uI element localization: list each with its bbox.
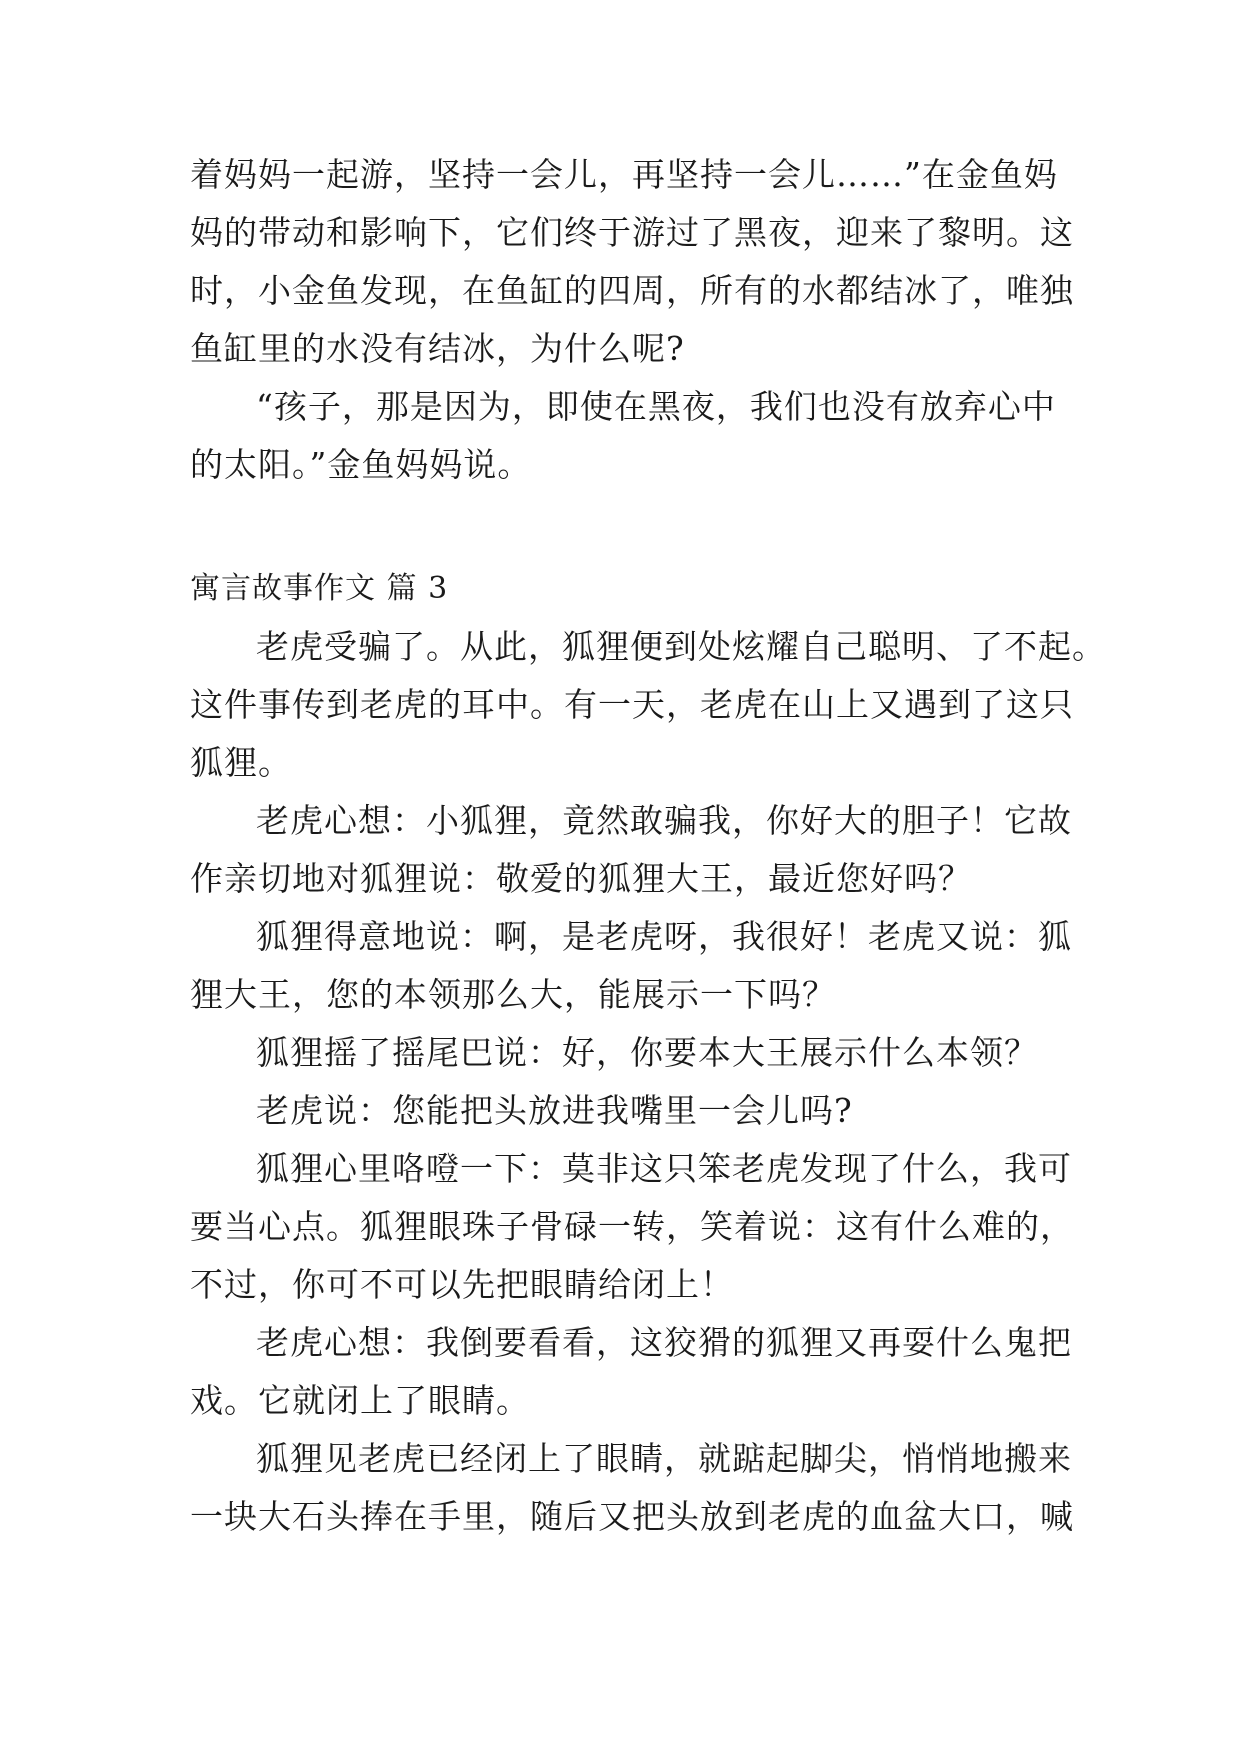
paragraph-line: 要当心点。狐狸眼珠子骨碌一转，笑着说：这有什么难的， — [190, 1207, 1074, 1246]
paragraph-line: 戏。它就闭上了眼睛。 — [190, 1381, 530, 1420]
paragraph-line: 着妈妈一起游，坚持一会儿，再坚持一会儿……”在金鱼妈 — [190, 155, 1058, 194]
intro-paragraphs — [190, 146, 1074, 494]
section-heading: 寓言故事作文 篇 3 — [190, 571, 449, 606]
paragraph-line: 老虎说：您能把头放进我嘴里一会儿吗? — [256, 1091, 853, 1130]
paragraph-line: 时，小金鱼发现，在鱼缸的四周，所有的水都结冰了，唯独 — [190, 271, 1074, 310]
paragraph-line: 狐狸摇了摇尾巴说：好，你要本大王展示什么本领？ — [256, 1033, 1038, 1072]
paragraph-line: 一块大石头捧在手里，随后又把头放到老虎的血盆大口，喊 — [190, 1497, 1074, 1536]
paragraph-line: 老虎受骗了。从此，狐狸便到处炫耀自己聪明、了不起。 — [256, 627, 1106, 666]
paragraph-line: “孩子，那是因为，即使在黑夜，我们也没有放弃心中 — [256, 387, 1056, 426]
paragraph-line: 作亲切地对狐狸说：敬爱的狐狸大王，最近您好吗？ — [190, 859, 972, 898]
paragraph-line: 狐狸心里咯噔一下：莫非这只笨老虎发现了什么，我可 — [256, 1149, 1072, 1188]
paragraph-line: 老虎心想：小狐狸，竟然敢骗我，你好大的胆子！它故 — [256, 801, 1072, 840]
paragraph-line: 狸大王，您的本领那么大，能展示一下吗？ — [190, 975, 836, 1014]
paragraph-line: 这件事传到老虎的耳中。有一天，老虎在山上又遇到了这只 — [190, 685, 1074, 724]
paragraph-line: 狐狸见老虎已经闭上了眼睛，就踮起脚尖，悄悄地搬来 — [256, 1439, 1072, 1478]
paragraph-line: 狐狸得意地说：啊，是老虎呀，我很好！老虎又说：狐 — [256, 917, 1072, 956]
paragraph-line: 老虎心想：我倒要看看，这狡猾的狐狸又再耍什么鬼把 — [256, 1323, 1072, 1362]
paragraph-line: 不过，你可不可以先把眼睛给闭上！ — [190, 1265, 734, 1304]
paragraph-line: 妈的带动和影响下，它们终于游过了黑夜，迎来了黎明。这 — [190, 213, 1074, 252]
paragraph-line: 鱼缸里的水没有结冰，为什么呢? — [190, 329, 685, 368]
paragraph-line: 的太阳。”金鱼妈妈说。 — [190, 445, 532, 484]
section-paragraphs — [190, 618, 1106, 1546]
paragraph-line: 狐狸。 — [190, 743, 292, 782]
